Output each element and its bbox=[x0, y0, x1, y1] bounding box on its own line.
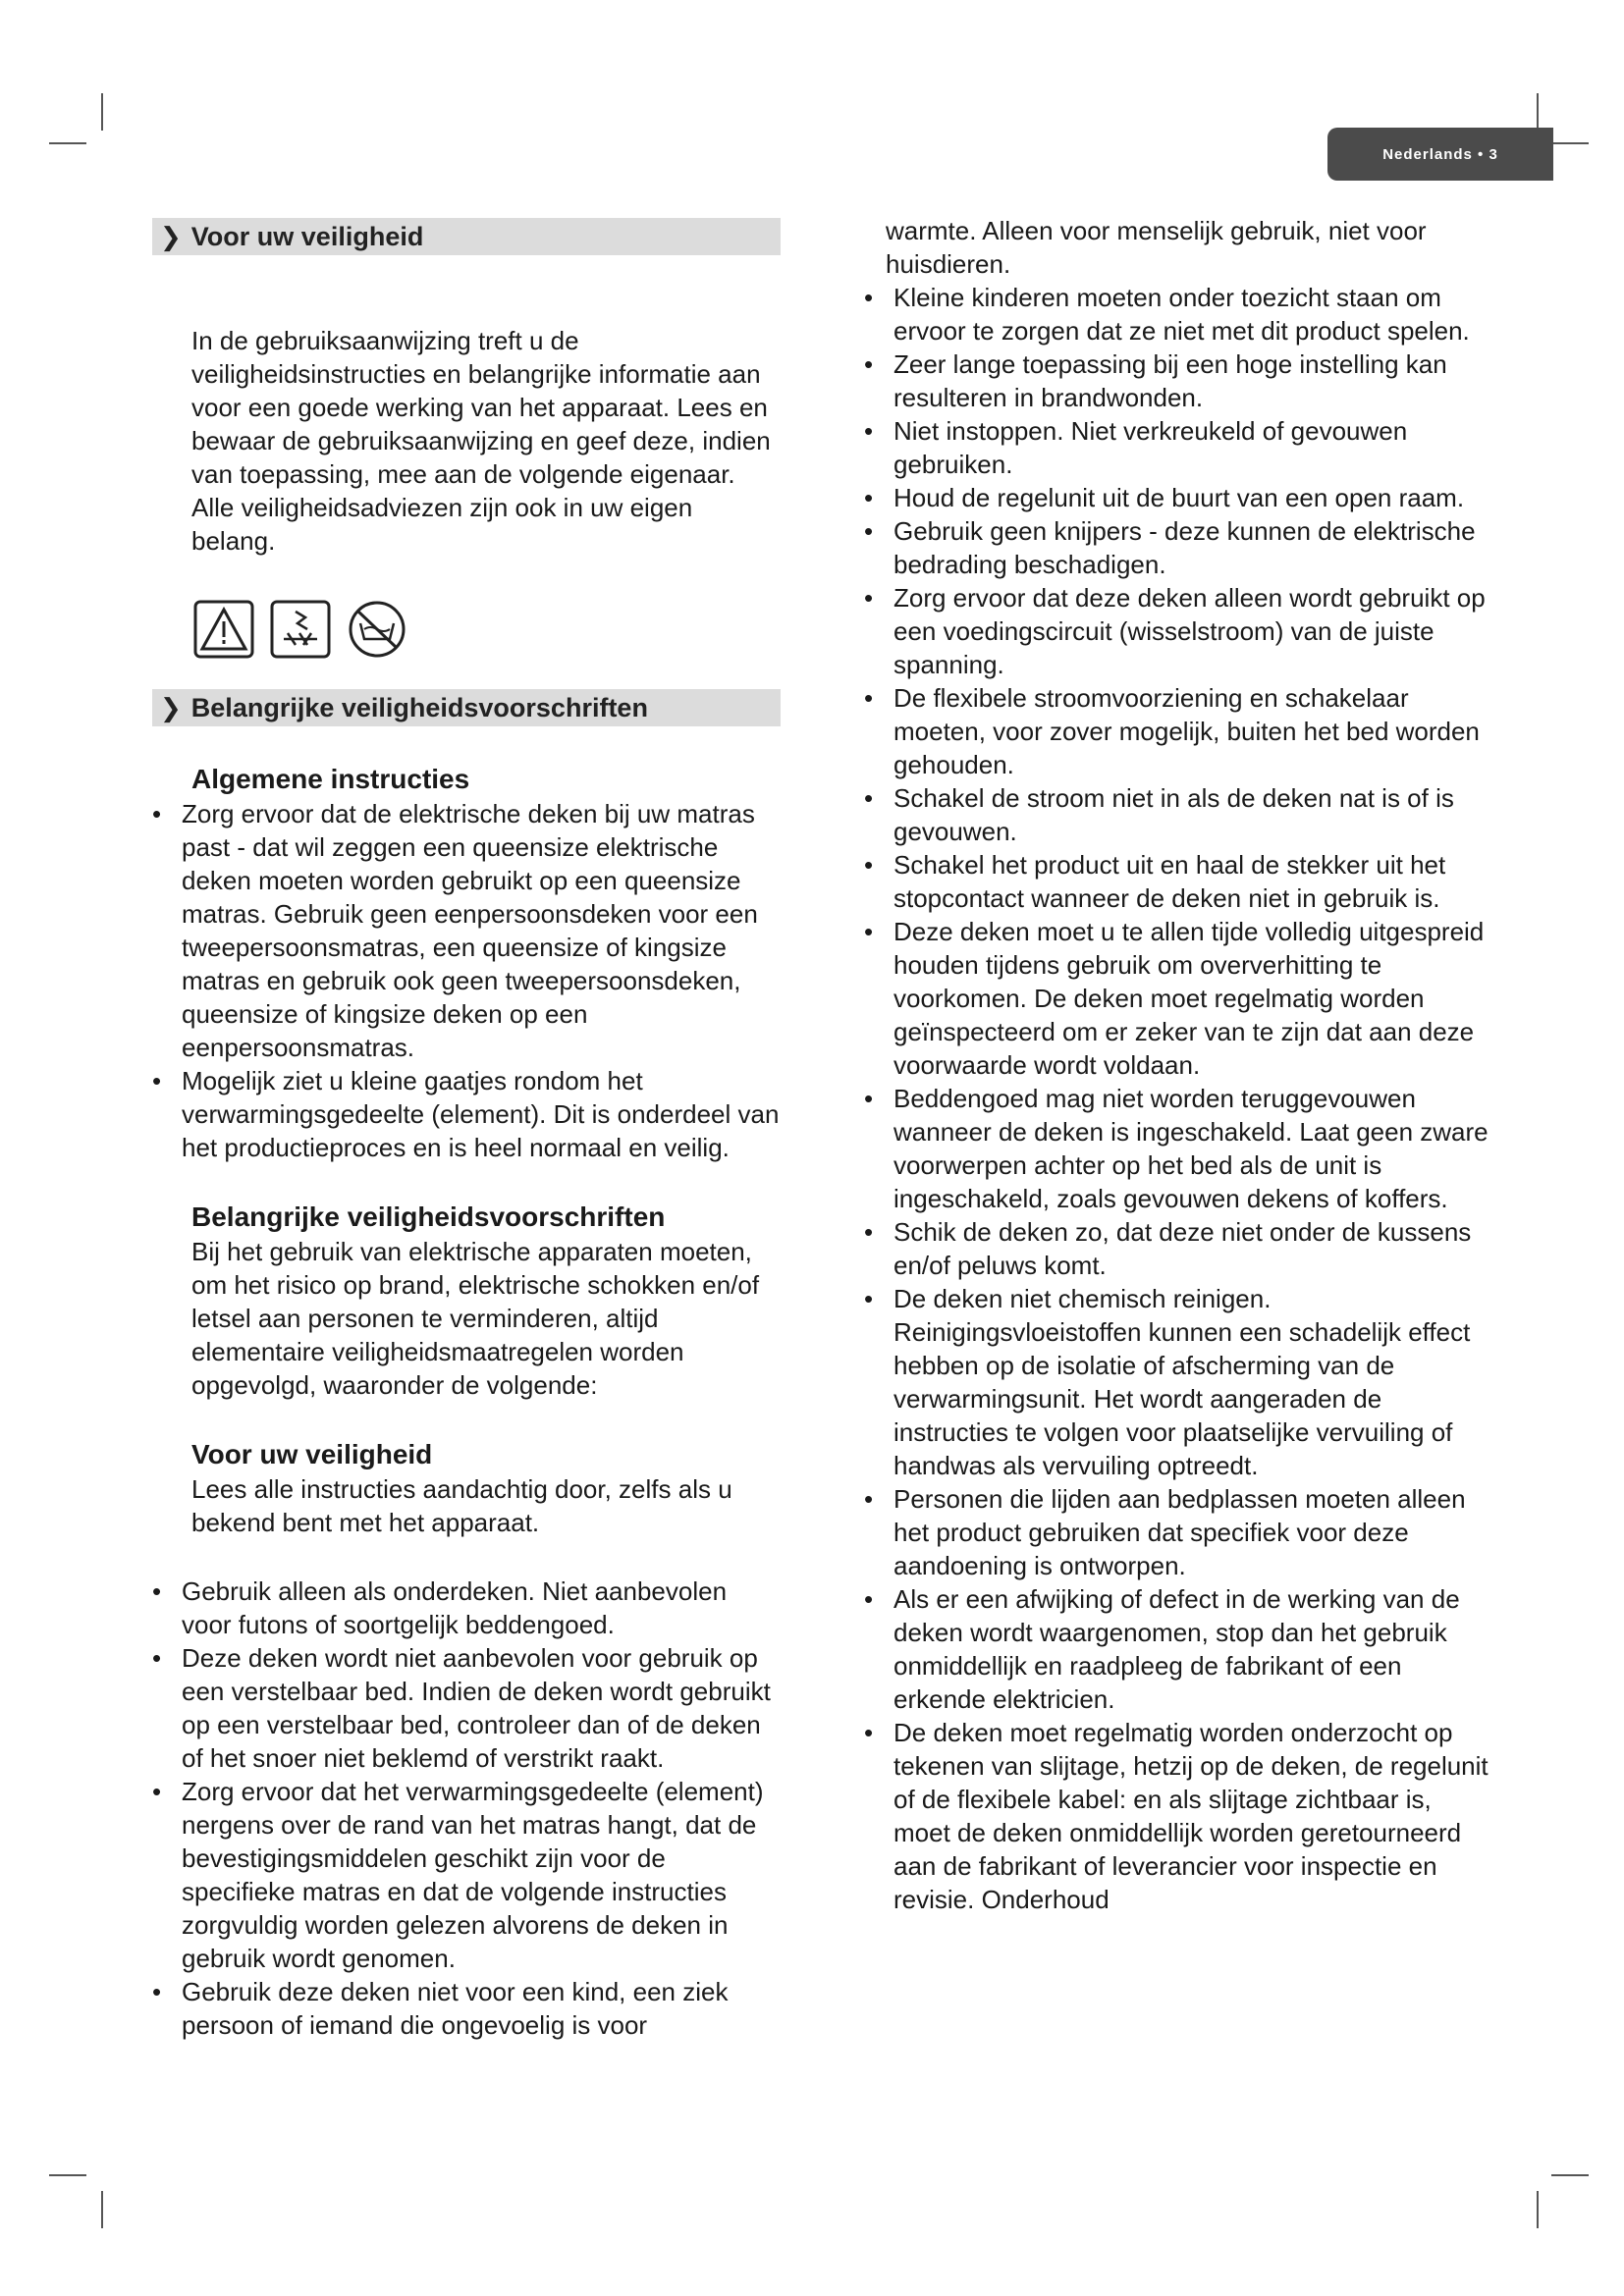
section-title: Belangrijke veiligheidsvoorschriften bbox=[190, 692, 648, 722]
list-item: • Deze deken wordt niet aanbevolen voor gebruik op een verstelbaar bed. Indien de deken wordt gebruikt op een verstelbaar bed, controleer dan of de deken of het snoer niet beklemd of verstrikt raakt. bbox=[152, 1641, 781, 1775]
list-item: • Als er een afwijking of defect in de werking van de deken wordt waargenomen, stop dan het gebruik onmiddellijk en raadpleeg de fabrikant of een erkende elektricien. bbox=[864, 1582, 1492, 1716]
safety-paragraph: Lees alle instructies aandachtig door, zelfs als u bekend bent met het apparaat. bbox=[191, 1474, 732, 1537]
list-item: • Deze deken moet u te allen tijde volledig uitgespreid houden tijdens gebruik om oververhitting te voorkomen. De deken moet regelmatig worden geïnspecteerd om er zeker van te zijn dat aan deze voorwaarde wordt voldaan. bbox=[864, 915, 1492, 1082]
crop-mark bbox=[49, 2174, 86, 2176]
continuation-text: warmte. Alleen voor menselijk gebruik, niet voor huisdieren. bbox=[886, 216, 1427, 279]
section-header-belangrijke-veiligheidsvoorschriften bbox=[152, 689, 781, 726]
list-item: • Mogelijk ziet u kleine gaatjes rondom het verwarmingsgedeelte (element). Dit is onderdeel van het productieproces en is heel normaal en veilig. bbox=[152, 1064, 781, 1164]
crop-mark bbox=[49, 142, 86, 144]
list-item: • Houd de regelunit uit de buurt van een open raam. bbox=[864, 481, 1492, 514]
crop-mark bbox=[101, 2191, 103, 2228]
list-item: • De deken niet chemisch reinigen. Reinigingsvloeistoffen kunnen een schadelijk effect hebben op de isolatie of afscherming van de verwarmingsunit. Het wordt aangeraden de instructies te volgen voor plaatselijke vervuiling of handwas als vervuiling optreedt. bbox=[864, 1282, 1492, 1482]
general-instructions-list bbox=[152, 797, 781, 1164]
section-title: Voor uw veiligheid bbox=[190, 221, 424, 251]
chevron-right-icon: ❯ bbox=[160, 692, 182, 722]
list-item: • Beddengoed mag niet worden teruggevouwen wanneer de deken is ingeschakeld. Laat geen zware voorwerpen achter op het bed als de unit is ingeschakeld, zoals gevouwen dekens of koffers. bbox=[864, 1082, 1492, 1215]
crop-mark bbox=[101, 93, 103, 131]
no-wash-icon bbox=[347, 600, 407, 659]
list-item: • Zorg ervoor dat de elektrische deken bij uw matras past - dat wil zeggen een queensize elektrische deken moeten worden gebruikt op een queensize matras. Gebruik geen eenpersoonsdeken voor een tweepersoonsmatras, een queensize of kingsize matras en gebruik ook geen tweepersoonsdeken, queensize of kingsize deken op een eenpersoonsmatras. bbox=[152, 797, 781, 1064]
right-column bbox=[864, 214, 1492, 1916]
language-page-tab: Nederlands • 3 bbox=[1327, 128, 1553, 181]
heading-voor-uw-veiligheid: Voor uw veiligheid bbox=[191, 1439, 433, 1469]
list-item: • Schakel het product uit en haal de stekker uit het stopcontact wanneer de deken niet in gebruik is. bbox=[864, 848, 1492, 915]
important-paragraph: Bij het gebruik van elektrische apparaten moeten, om het risico op brand, elektrische schokken en/of letsel aan personen te verminderen, altijd elementaire veiligheidsmaatregelen worden opgevolgd, waaronder de volgende: bbox=[191, 1237, 760, 1400]
list-item: • Kleine kinderen moeten onder toezicht staan om ervoor te zorgen dat ze niet met dit product spelen. bbox=[864, 281, 1492, 347]
crop-mark bbox=[1537, 93, 1539, 131]
list-item: • Gebruik geen knijpers - deze kunnen de elektrische bedrading beschadigen. bbox=[864, 514, 1492, 581]
safety-icons bbox=[193, 599, 781, 660]
intro-paragraph: In de gebruiksaanwijzing treft u de veiligheidsinstructies en belangrijke informatie aan voor een goede werking van het apparaat. Lees en bewaar de gebruiksaanwijzing en geef deze, indien van toepassing, mee aan de volgende eigenaar. Alle veiligheidsadviezen zijn ook in uw eigen belang. bbox=[191, 326, 771, 556]
list-item: • Niet instoppen. Niet verkreukeld of gevouwen gebruiken. bbox=[864, 414, 1492, 481]
list-item: • Gebruik deze deken niet voor een kind, een ziek persoon of iemand die ongevoelig is voor bbox=[152, 1975, 781, 2042]
left-column bbox=[152, 218, 781, 2042]
list-item: • Gebruik alleen als onderdeken. Niet aanbevolen voor futons of soortgelijk beddengoed. bbox=[152, 1575, 781, 1641]
list-item: • Zorg ervoor dat deze deken alleen wordt gebruikt op een voedingscircuit (wisselstroom) van de juiste spanning. bbox=[864, 581, 1492, 681]
section-header-voor-uw-veiligheid bbox=[152, 218, 781, 255]
chevron-right-icon: ❯ bbox=[160, 221, 182, 251]
no-pins-icon bbox=[270, 600, 331, 659]
crop-mark bbox=[1551, 142, 1589, 144]
crop-mark bbox=[1551, 2174, 1589, 2176]
list-item: • Personen die lijden aan bedplassen moeten alleen het product gebruiken dat specifiek voor deze aandoening is ontworpen. bbox=[864, 1482, 1492, 1582]
warning-triangle-icon bbox=[193, 600, 254, 659]
list-item: • Zorg ervoor dat het verwarmingsgedeelte (element) nergens over de rand van het matras hangt, dat de bevestigingsmiddelen geschikt zijn voor de specifieke matras en dat de volgende instructies zorgvuldig worden gelezen alvorens de deken in gebruik wordt genomen. bbox=[152, 1775, 781, 1975]
safety-list bbox=[152, 1575, 781, 2042]
heading-algemene-instructies: Algemene instructies bbox=[191, 764, 470, 794]
crop-mark bbox=[1537, 2191, 1539, 2228]
list-item: • De flexibele stroomvoorziening en schakelaar moeten, voor zover mogelijk, buiten het bed worden gehouden. bbox=[864, 681, 1492, 781]
list-item: • Zeer lange toepassing bij een hoge instelling kan resulteren in brandwonden. bbox=[864, 347, 1492, 414]
list-item: • Schik de deken zo, dat deze niet onder de kussens en/of peluws komt. bbox=[864, 1215, 1492, 1282]
safety-list-continued bbox=[864, 281, 1492, 1916]
list-item: • Schakel de stroom niet in als de deken nat is of is gevouwen. bbox=[864, 781, 1492, 848]
heading-belangrijke-veiligheidsvoorschriften: Belangrijke veiligheidsvoorschriften bbox=[191, 1201, 666, 1232]
list-item: • De deken moet regelmatig worden onderzocht op tekenen van slijtage, hetzij op de deken, de regelunit of de flexibele kabel: en als slijtage zichtbaar is, moet de deken onmiddellijk worden geretourneerd aan de fabrikant of leverancier voor inspectie en revisie. Onderhoud bbox=[864, 1716, 1492, 1916]
